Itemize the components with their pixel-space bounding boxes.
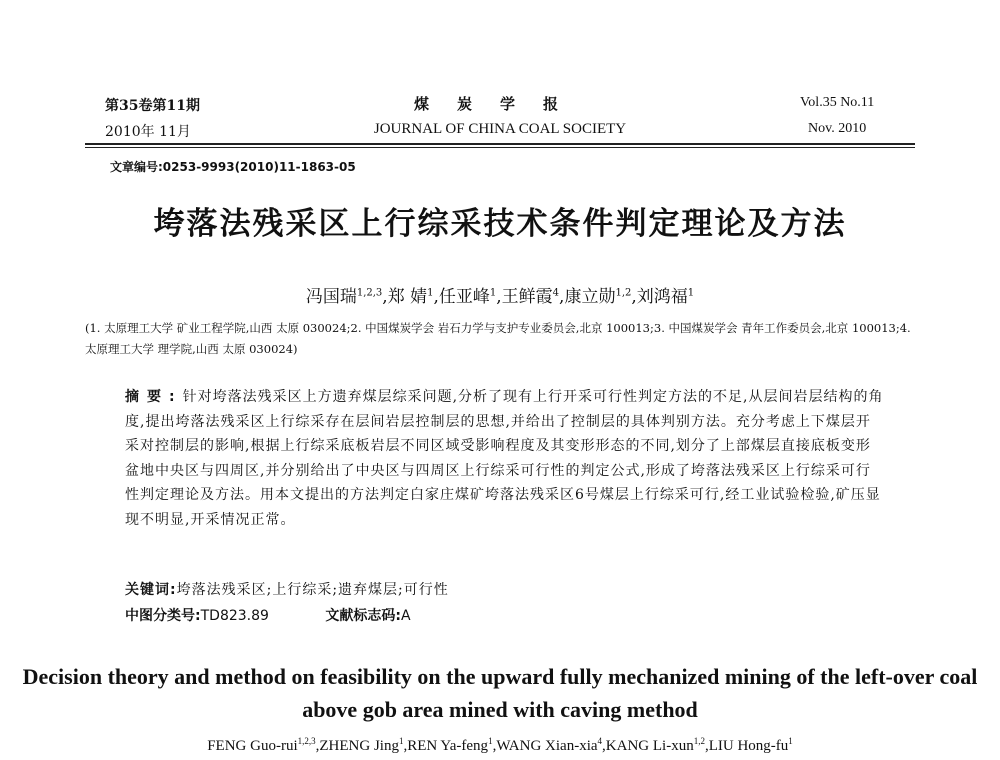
en-author-separator: , [315,738,320,754]
date-en: Nov. 2010 [808,121,867,136]
title-en: Decision theory and method on feasibility on the upward fully mechanized mining of the left-over coal above gob area mined with caving method [22,664,978,722]
clc-value: TD823.89 [200,608,269,624]
en-author-separator: , [704,738,709,754]
en-author-affil-mark: 4 [597,736,603,746]
doc-code-label: 文献标志码: [325,608,401,624]
cn-author-name: 冯国瑞 [305,287,357,307]
cn-author-name: 王鲜霞 [501,287,553,307]
header-rule-thin [85,147,915,148]
en-author-name: LIU Hong-fu [708,738,789,754]
affiliations: (1. 太原理工大学 矿业工程学院,山西 太原 030024;2. 中国煤炭学会 岩石力学与支护专业委员会,北京 100013;3. 中国煤炭学会 青年工作委员会,北京 100013;4. 太原理工大学 理学院,山西 太原 030024) [85,321,911,356]
cn-author-separator: , [631,287,637,307]
cn-author-affil-mark: 4 [552,287,560,299]
en-author-name: KANG Li-xun [605,738,694,754]
en-author-name: REN Ya-feng [407,738,489,754]
en-author-name: FENG Guo-rui [207,738,298,754]
en-author-separator: , [602,738,606,754]
cn-author-name: 郑 婧 [387,287,428,307]
keywords-label: 关键词: [125,582,177,598]
abstract-text: 针对垮落法残采区上方遗弃煤层综采问题,分析了现有上行开采可行性判定方法的不足,从层间岩层结构的角度,提出垮落法残采区上行综采存在层间岩层控制层的思想,并给出了控制层的具体判别方法。充分考虑上下煤层开采对控制层的影响,根据上行综采底板岩层不同区域受影响程度及其变形形态的不同,划分了上部煤层直接底板变形盆地中央区与四周区,并分别给出了中央区与四周区上行综采可行性的判定公式,形成了垮落法残采区上行综采可行性判定理论及方法。用本文提出的方法判定白家庄煤矿垮落法残采区6号煤层上行综采可行,经工业试验检验,矿压显现不明显,开采情况正常。 [125,389,884,528]
classification [125,605,411,625]
en-author-affil-mark: 1,2,3 [297,736,316,746]
volume-issue-en: Vol.35 No.11 [800,95,875,110]
en-author-affil-mark: 1 [788,736,793,746]
cn-author-affil-mark: 1,2,3 [356,287,383,299]
cn-author-separator: , [496,287,502,307]
keywords [125,579,449,599]
cn-author-affil-mark: 1 [687,287,695,299]
en-author-name: WANG Xian-xia [496,738,598,754]
title-cn: 垮落法残采区上行综采技术条件判定理论及方法 [153,206,847,242]
abstract [125,385,885,532]
en-author-affil-mark: 1,2 [693,736,705,746]
cn-author-name: 刘鸿福 [636,287,688,307]
cn-author-separator: , [433,287,439,307]
authors-en [0,736,1000,755]
journal-name-cn: 煤炭学报 [413,95,586,113]
cn-author-affil-mark: 1 [427,287,434,299]
article-number: 文章编号:0253-9993(2010)11-1863-05 [110,160,356,174]
volume-issue-cn: 第35卷第11期 [105,98,200,114]
cn-author-affil-mark: 1,2 [615,287,632,299]
clc-label: 中图分类号: [125,608,201,624]
en-author-name: ZHENG Jing [319,738,399,754]
header-rule-thick [85,143,915,145]
cn-author-name: 任亚峰 [438,287,490,307]
cn-author-name: 康立勋 [564,287,616,307]
journal-name-en: JOURNAL OF CHINA COAL SOCIETY [373,121,627,137]
authors-cn [0,282,1000,307]
en-author-separator: , [403,738,408,754]
keywords-text: 垮落法残采区;上行综采;遗弃煤层;可行性 [176,582,449,598]
abstract-label: 摘要: [125,389,183,405]
cn-author-separator: , [559,287,565,307]
en-author-separator: , [492,738,497,754]
en-author-affil-mark: 1 [398,736,404,746]
cn-author-separator: , [382,287,388,307]
date-cn: 2010年 11月 [105,124,191,140]
doc-code-value: A [401,608,411,624]
cn-author-affil-mark: 1 [489,287,497,299]
en-author-affil-mark: 1 [488,736,493,746]
